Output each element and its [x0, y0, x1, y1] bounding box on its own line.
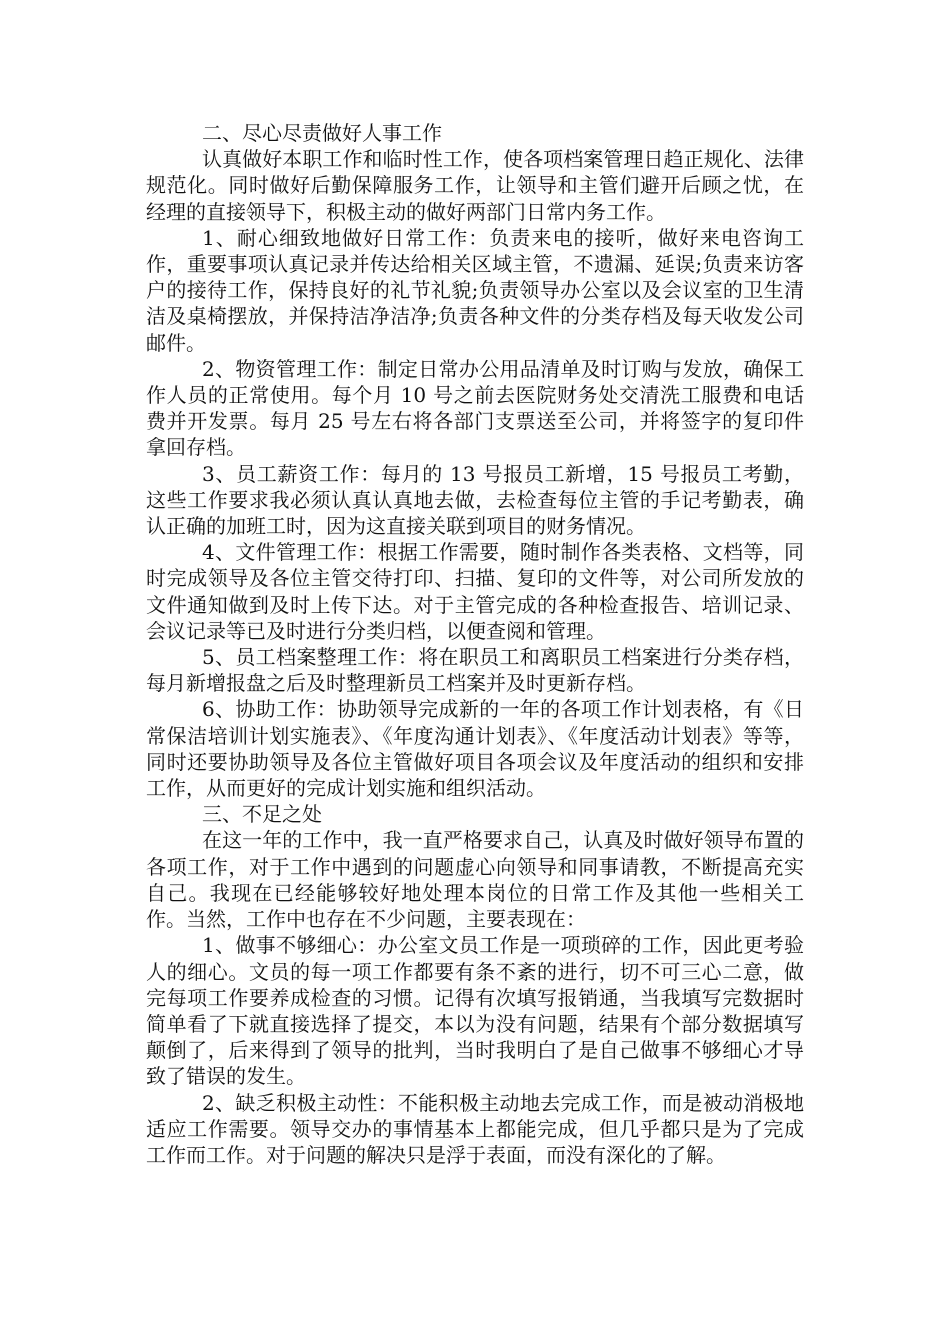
paragraph: 2、物资管理工作：制定日常办公用品清单及时订购与发放，确保工作人员的正常使用。每个月 10 号之前去医院财务处交清洗工服费和电话费并开发票。每月 25 号左右将各部门支票送至公司，并将签字的复印件拿回存档。: [146, 356, 804, 460]
paragraph: 认真做好本职工作和临时性工作，使各项档案管理日趋正规化、法律规范化。同时做好后勤保障服务工作，让领导和主管们避开后顾之忧，在经理的直接领导下，积极主动的做好两部门日常内务工作。: [146, 147, 804, 224]
section-heading: 三、不足之处: [202, 802, 322, 827]
paragraph: 1、做事不够细心：办公室文员工作是一项琐碎的工作，因此更考验人的细心。文员的每一项工作都要有条不紊的进行，切不可三心二意，做完每项工作要养成检查的习惯。记得有次填写报销通，当我填写完数据时简单看了下就直接选择了提交，本以为没有问题，结果有个部分数据填写颠倒了，后来得到了领导的批判，当时我明白了是自己做事不够细心才导致了错误的发生。: [146, 933, 804, 1089]
paragraph: 5、员工档案整理工作：将在职员工和离职员工档案进行分类存档，每月新增报盘之后及时整理新员工档案并及时更新存档。: [146, 645, 804, 696]
paragraph: 1、耐心细致地做好日常工作：负责来电的接听，做好来电咨询工作，重要事项认真记录并传达给相关区域主管，不遗漏、延误;负责来访客户的接待工作，保持良好的礼节礼貌;负责领导办公室以及会议室的卫生清洁及桌椅摆放，并保持洁净洁净;负责各种文件的分类存档及每天收发公司邮件。: [146, 225, 804, 355]
document-body: [146, 120, 804, 1168]
paragraph: 3、员工薪资工作：每月的 13 号报员工新增，15 号报员工考勤，这些工作要求我必须认真认真地去做，去检查每位主管的手记考勤表，确认正确的加班工时，因为这直接关联到项目的财务情况。: [146, 461, 804, 539]
paragraph: 4、文件管理工作：根据工作需要，随时制作各类表格、文档等，同时完成领导及各位主管交待打印、扫描、复印的文件等，对公司所发放的文件通知做到及时上传下达。对于主管完成的各种检查报告、培训记录、会议记录等已及时进行分类归档，以便查阅和管理。: [146, 540, 804, 643]
paragraph: 2、缺乏积极主动性：不能积极主动地去完成工作，而是被动消极地适应工作需要。领导交办的事情基本上都能完成，但几乎都只是为了完成工作而工作。对于问题的解决只是浮于表面，而没有深化的了解。: [146, 1090, 804, 1167]
paragraph: 在这一年的工作中，我一直严格要求自己，认真及时做好领导布置的各项工作，对于工作中遇到的问题虚心向领导和同事请教，不断提高充实自己。我现在已经能够较好地处理本岗位的日常工作及其他一些相关工作。当然，工作中也存在不少问题，主要表现在：: [146, 828, 804, 932]
paragraph: 6、协助工作：协助领导完成新的一年的各项工作计划表格，有《日常保洁培训计划实施表》、《年度沟通计划表》、《年度活动计划表》等等，同时还要协助领导及各位主管做好项目各项会议及年度活动的组织和安排工作，从而更好的完成计划实施和组织活动。: [146, 697, 804, 801]
section-heading: 二、尽心尽责做好人事工作: [202, 121, 442, 145]
